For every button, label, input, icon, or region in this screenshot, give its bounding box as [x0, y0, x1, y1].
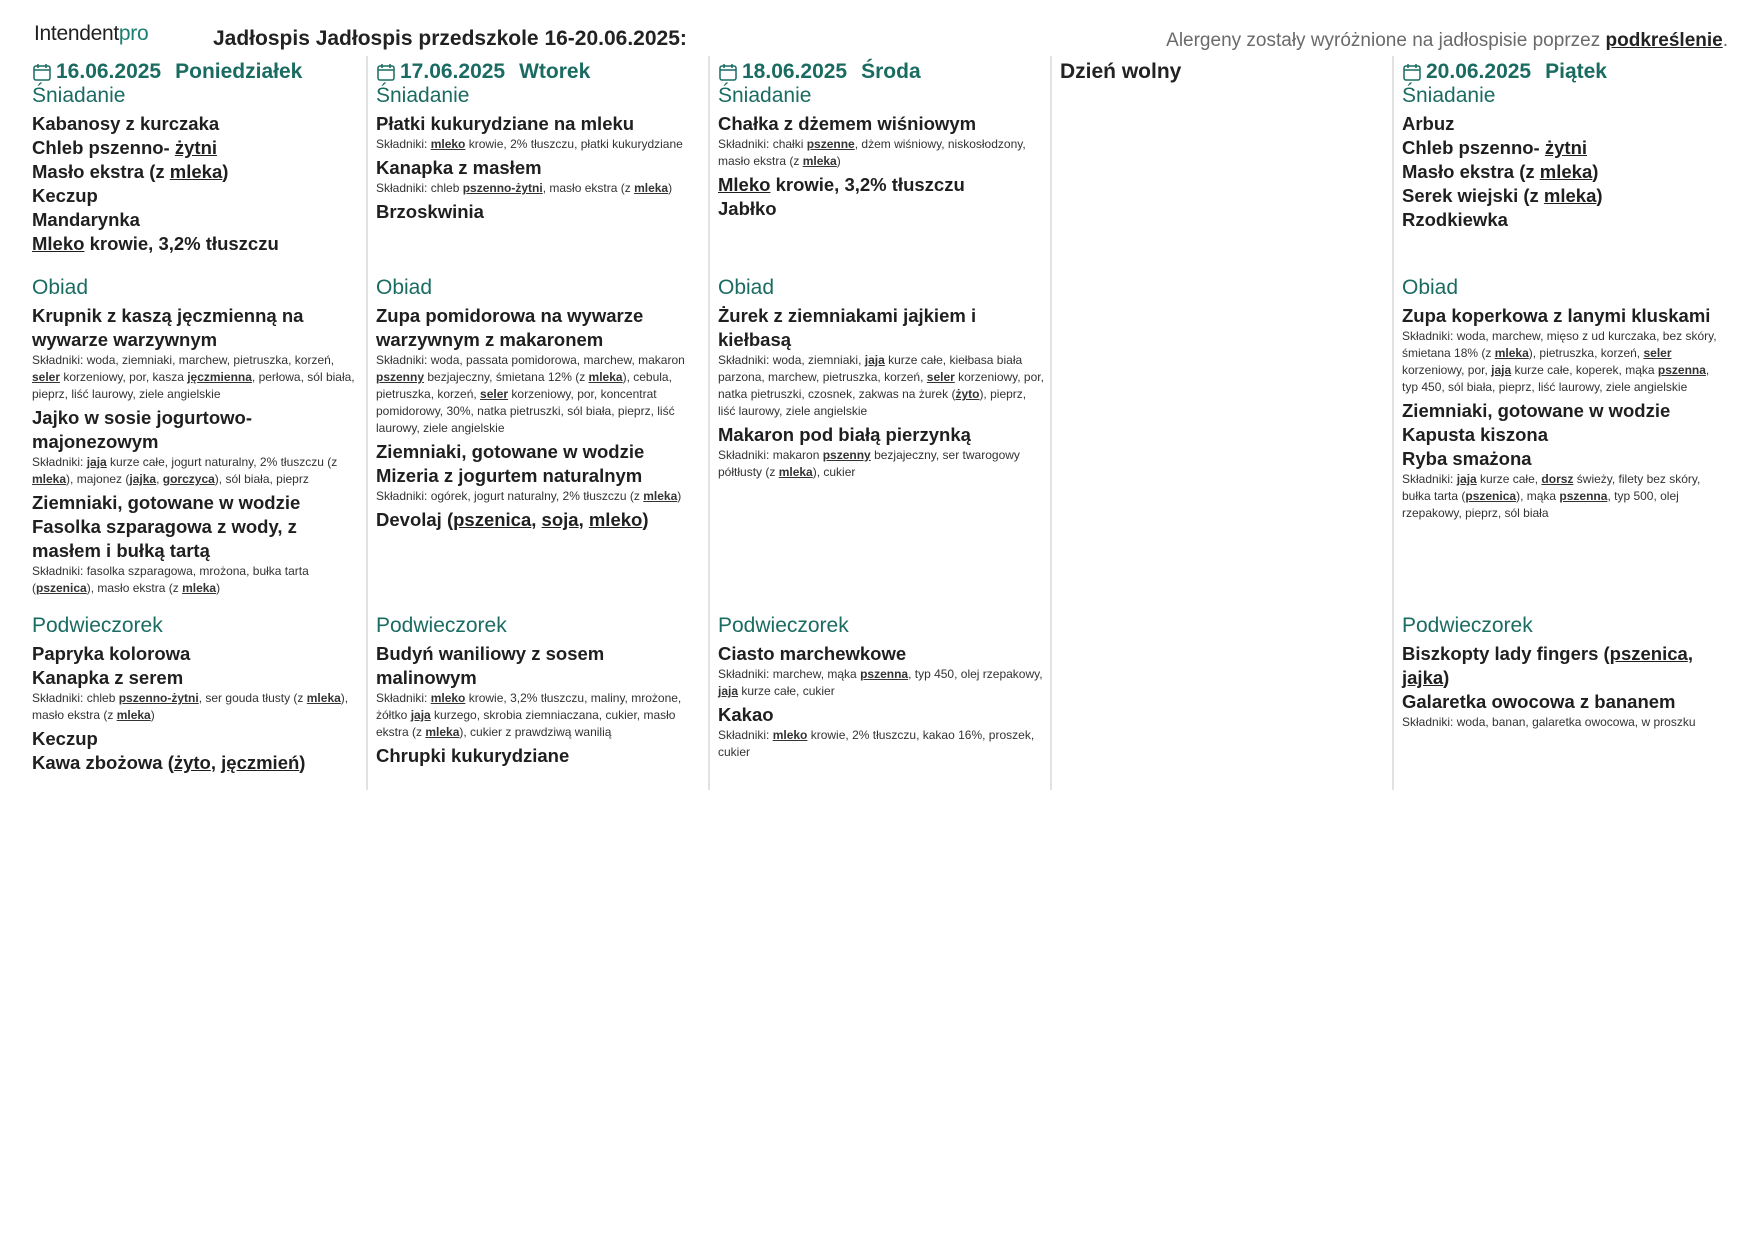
- menu-item-name: Kanapka z masłem: [376, 157, 542, 178]
- day-column: [366, 56, 708, 790]
- menu-item-name: Keczup: [32, 728, 98, 749]
- menu-item-name: Rzodkiewka: [1402, 209, 1508, 230]
- menu-item-name: Ziemniaki, gotowane w wodzie: [32, 492, 301, 513]
- menu-item-name: Ryba smażona: [1402, 448, 1532, 469]
- breakfast-section: [376, 80, 702, 224]
- menu-item-name: Devolaj (pszenica, soja, mleko): [376, 509, 649, 530]
- meal-title: Obiad: [718, 276, 775, 299]
- menu-item-ingredients: Składniki: chleb pszenno-żytni, ser gouda tłusty (z mleka), masło ekstra (z mleka): [32, 691, 349, 722]
- menu-item-ingredients: Składniki: mleko krowie, 2% tłuszczu, kakao 16%, proszek, cukier: [718, 728, 1035, 759]
- calendar-icon: [32, 62, 52, 82]
- menu-item-ingredients: Składniki: jaja kurze całe, jogurt naturalny, 2% tłuszczu (z mleka), majonez (jajka, gorczyca), sól biała, pieprz: [32, 455, 338, 486]
- day-date: 18.06.2025: [742, 60, 848, 83]
- day-off-label: Dzień wolny: [1060, 60, 1182, 83]
- menu-item-ingredients: Składniki: chleb pszenno-żytni, masło ekstra (z mleka): [376, 181, 673, 195]
- menu-item-name: Kakao: [718, 704, 774, 725]
- calendar-icon: [1402, 62, 1422, 82]
- menu-item-name: Brzoskwinia: [376, 201, 484, 222]
- allergen-legend: [1166, 30, 1728, 52]
- menu-item-name: Kawa zbożowa (żyto, jęczmień): [32, 752, 306, 773]
- menu-item-name: Chałka z dżemem wiśniowym: [718, 113, 977, 134]
- menu-item-ingredients: Składniki: woda, banan, galaretka owocowa, w proszku: [1402, 715, 1696, 729]
- menu-item-ingredients: Składniki: chałki pszenne, dżem wiśniowy, niskosłodzony, masło ekstra (z mleka): [718, 137, 1026, 168]
- meal-title: Śniadanie: [32, 84, 126, 107]
- menu-item-name: Masło ekstra (z mleka): [32, 161, 229, 182]
- menu-columns: [24, 56, 1734, 790]
- menu-item-name: Budyń waniliowy z sosem malinowym: [376, 643, 605, 688]
- meal-title: Obiad: [376, 276, 433, 299]
- day-column: [708, 56, 1050, 790]
- lunch-section: [1402, 272, 1728, 525]
- menu-item-name: Żurek z ziemniakami jajkiem i kiełbasą: [718, 305, 977, 350]
- snack-section: [32, 610, 360, 775]
- lunch-section: [32, 272, 360, 600]
- breakfast-section: [718, 80, 1044, 221]
- menu-item-ingredients: Składniki: woda, ziemniaki, jaja kurze całe, kiełbasa biała parzona, marchew, pietruszka, korzeń, seler korzeniowy, por, natka pietruszki, czosnek, zakwas na żurek (żyto), pieprz, liść laurowy, ziele angielskie: [718, 353, 1044, 418]
- meal-title: Śniadanie: [376, 84, 470, 107]
- menu-item-name: Ciasto marchewkowe: [718, 643, 907, 664]
- menu-item-name: Krupnik z kaszą jęczmienną na wywarze warzywnym: [32, 305, 304, 350]
- meal-title: Obiad: [1402, 276, 1459, 299]
- menu-item-name: Keczup: [32, 185, 98, 206]
- menu-item-ingredients: Składniki: makaron pszenny bezjajeczny, ser twarogowy półtłusty (z mleka), cukier: [718, 448, 1020, 479]
- menu-item-ingredients: Składniki: mleko krowie, 3,2% tłuszczu, maliny, mrożone, żółtko jaja kurzego, skrobia ziemniaczana, cukier, masło ekstra (z mleka), cukier z prawdziwą wanilią: [376, 691, 682, 739]
- day-date: 17.06.2025: [400, 60, 506, 83]
- day-date: 20.06.2025: [1426, 60, 1532, 83]
- legend-text: Alergeny zostały wyróżnione na jadłospisie poprzez: [1166, 30, 1606, 51]
- meal-title: Podwieczorek: [32, 614, 163, 637]
- menu-item-name: Galaretka owocowa z bananem: [1402, 691, 1676, 712]
- menu-item-name: Mandarynka: [32, 209, 140, 230]
- lunch-section: [376, 272, 702, 532]
- menu-item-name: Makaron pod białą pierzynką: [718, 424, 971, 445]
- menu-item-name: Jabłko: [718, 198, 777, 219]
- page-title: Jadłospis Jadłospis przedszkole 16-20.06.2025:: [213, 27, 687, 50]
- menu-item-name: Zupa pomidorowa na wywarze warzywnym z makaronem: [376, 305, 644, 350]
- meal-title: Podwieczorek: [1402, 614, 1533, 637]
- meal-title: Śniadanie: [718, 84, 812, 107]
- meal-title: Podwieczorek: [376, 614, 507, 637]
- menu-item-name: Kanapka z serem: [32, 667, 184, 688]
- menu-item-name: Chrupki kukurydziane: [376, 745, 570, 766]
- menu-item-ingredients: Składniki: mleko krowie, 2% tłuszczu, płatki kukurydziane: [376, 137, 683, 151]
- day-date: 16.06.2025: [56, 60, 162, 83]
- menu-item-name: Płatki kukurydziane na mleku: [376, 113, 635, 134]
- breakfast-section: [1402, 80, 1728, 232]
- menu-item-name: Arbuz: [1402, 113, 1455, 134]
- menu-item-ingredients: Składniki: woda, ziemniaki, marchew, pietruszka, korzeń, seler korzeniowy, por, kasza jęczmienna, perłowa, sól biała, pieprz, liść laurowy, ziele angielskie: [32, 353, 355, 401]
- menu-item-name: Kapusta kiszona: [1402, 424, 1548, 445]
- snack-section: [376, 610, 702, 768]
- menu-item-ingredients: Składniki: jaja kurze całe, dorsz świeży, filety bez skóry, bułka tarta (pszenica), mąka pszenna, typ 500, olej rzepakowy, pieprz, sól biała: [1402, 472, 1701, 520]
- menu-item-name: Chleb pszenno- żytni: [1402, 137, 1588, 158]
- lunch-section: [718, 272, 1044, 484]
- menu-item-ingredients: Składniki: woda, passata pomidorowa, marchew, makaron pszenny bezjajeczny, śmietana 12% (z mleka), cebula, pietruszka, korzeń, seler korzeniowy, por, koncentrat pomidorowy, 30%, natka pietruszki, sól biała, pieprz, liść laurowy, ziele angielskie: [376, 353, 685, 435]
- menu-item-name: Zupa koperkowa z lanymi kluskami: [1402, 305, 1711, 326]
- menu-item-name: Fasolka szparagowa z wody, z masłem i bułką tartą: [32, 516, 297, 561]
- brand-name-suffix: pro: [118, 22, 149, 45]
- day-name: Środa: [861, 60, 921, 83]
- menu-item-name: Kabanosy z kurczaka: [32, 113, 220, 134]
- calendar-icon: [376, 62, 396, 82]
- menu-item-name: Serek wiejski (z mleka): [1402, 185, 1603, 206]
- brand-name: Intendent: [34, 22, 119, 45]
- menu-item-name: Papryka kolorowa: [32, 643, 191, 664]
- meal-title: Śniadanie: [1402, 84, 1496, 107]
- menu-item-name: Ziemniaki, gotowane w wodzie: [1402, 400, 1671, 421]
- menu-item-name: Mizeria z jogurtem naturalnym: [376, 465, 643, 486]
- day-name: Wtorek: [519, 60, 591, 83]
- day-name: Poniedziałek: [175, 60, 303, 83]
- menu-item-ingredients: Składniki: fasolka szparagowa, mrożona, bułka tarta (pszenica), masło ekstra (z mleka): [32, 564, 309, 595]
- menu-item-name: Ziemniaki, gotowane w wodzie: [376, 441, 645, 462]
- menu-item-name: Jajko w sosie jogurtowo-majonezowym: [32, 407, 252, 452]
- menu-item-name: Biszkopty lady fingers (pszenica, jajka): [1402, 643, 1693, 688]
- menu-item-name: Mleko krowie, 3,2% tłuszczu: [718, 174, 965, 195]
- snack-section: [1402, 610, 1728, 734]
- menu-item-name: Masło ekstra (z mleka): [1402, 161, 1599, 182]
- meal-title: Obiad: [32, 276, 89, 299]
- menu-item-ingredients: Składniki: ogórek, jogurt naturalny, 2% tłuszczu (z mleka): [376, 489, 682, 503]
- day-column: [1050, 56, 1392, 790]
- day-column: [1392, 56, 1734, 790]
- calendar-icon: [718, 62, 738, 82]
- snack-section: [718, 610, 1044, 764]
- brand-logo: [34, 22, 148, 46]
- menu-item-ingredients: Składniki: marchew, mąka pszenna, typ 450, olej rzepakowy, jaja kurze całe, cukier: [718, 667, 1043, 698]
- breakfast-section: [32, 80, 360, 256]
- day-column: [24, 56, 366, 790]
- meal-title: Podwieczorek: [718, 614, 849, 637]
- legend-end: .: [1722, 30, 1728, 51]
- menu-item-name: Chleb pszenno- żytni: [32, 137, 218, 158]
- day-name: Piątek: [1545, 60, 1607, 83]
- legend-highlight: podkreślenie: [1605, 30, 1723, 51]
- menu-item-ingredients: Składniki: woda, marchew, mięso z ud kurczaka, bez skóry, śmietana 18% (z mleka), pietruszka, korzeń, seler korzeniowy, por, jaja kurze całe, koperek, mąka pszenna, typ 450, sól biała, pieprz, liść laurowy, ziele angielskie: [1402, 329, 1717, 394]
- menu-item-name: Mleko krowie, 3,2% tłuszczu: [32, 233, 279, 254]
